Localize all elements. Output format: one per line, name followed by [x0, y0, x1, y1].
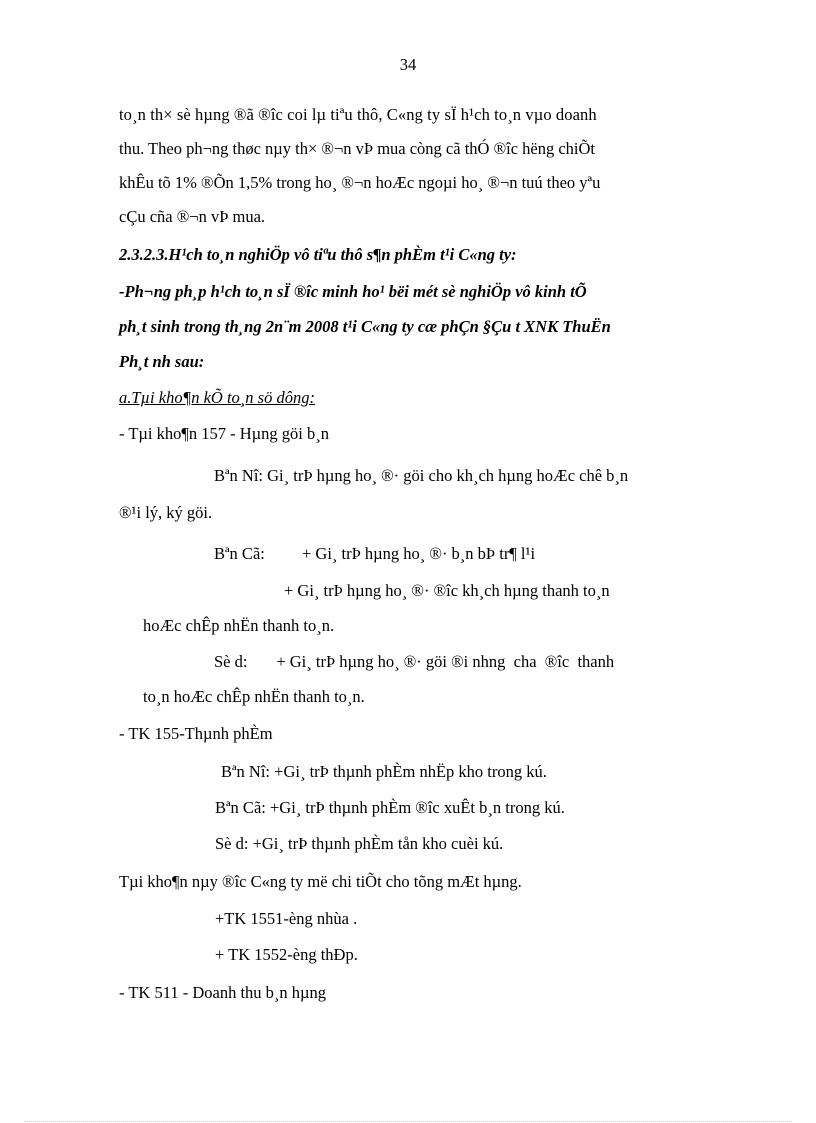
- page-number: 34: [399, 55, 417, 74]
- account-title: - TK 155-Thµnh phÈm: [119, 724, 273, 743]
- sub-account: + TK 1552-èng thÐp.: [215, 945, 358, 964]
- debit-line: Bªn Nî: Gi¸ trÞ hµng ho¸ ®· göi cho kh¸ch hµng hoÆc chê b¸n: [214, 466, 629, 485]
- intro-line: Ph¸t nh sau:: [119, 352, 205, 371]
- credit-line: + Gi¸ trÞ hµng ho¸ ®· ®îc kh¸ch hµng thanh to¸n: [284, 581, 610, 600]
- body-line: to¸n th× sè hµng ®ã ®îc coi lµ tiªu thô, C«ng ty sÏ h¹ch to¸n vµo doanh: [119, 105, 597, 124]
- body-line: khÊu tõ 1% ®Õn 1,5% trong ho¸ ®¬n hoÆc ngoµi ho¸ ®¬n tuú theo yªu: [119, 173, 601, 192]
- balance-line: to¸n hoÆc chÊp nhËn thanh to¸n.: [143, 687, 365, 706]
- sub-account: +TK 1551-èng nhùa .: [215, 909, 358, 928]
- debit-line: Bªn Nî: +Gi¸ trÞ thµnh phÈm nhËp kho trong kú.: [221, 762, 547, 781]
- account-title: - TK 511 - Doanh thu b¸n hµng: [119, 983, 327, 1002]
- body-line: Tµi kho¶n nµy ®îc C«ng ty më chi tiÕt cho tõng mÆt hµng.: [119, 872, 522, 891]
- balance-line: Sè d: +Gi¸ trÞ thµnh phÈm tån kho cuèi kú.: [215, 834, 504, 853]
- section-heading: 2.3.2.3.H¹ch to¸n nghiÖp vô tiªu thô s¶n phÈm t¹i C«ng ty:: [119, 245, 517, 264]
- body-line: thu. Theo ph¬ng thøc nµy th× ®¬n vÞ mua còng cã thÓ ®îc hëng chiÕt: [119, 139, 595, 158]
- subsection-heading: a.Tµi kho¶n kÕ to¸n sö dông:: [119, 388, 315, 407]
- intro-line: ph¸t sinh trong th¸ng 2n¨m 2008 t¹i C«ng ty cæ phÇn §Çu t XNK ThuËn: [119, 317, 611, 336]
- footer-rule: [24, 1121, 792, 1122]
- intro-line: -Ph¬ng ph¸p h¹ch to¸n sÏ ®îc minh ho¹ bëi mét sè nghiÖp vô kinh tÕ: [119, 282, 587, 301]
- body-line: cÇu cña ®¬n vÞ mua.: [119, 207, 266, 226]
- debit-line: ®¹i lý, ký göi.: [119, 503, 213, 522]
- account-title: - Tµi kho¶n 157 - Hµng göi b¸n: [119, 424, 329, 443]
- credit-line: hoÆc chÊp nhËn thanh to¸n.: [143, 616, 335, 635]
- credit-line: Bªn Cã: + Gi¸ trÞ hµng ho¸ ®· b¸n bÞ tr¶ l¹i: [214, 544, 536, 563]
- balance-line: Sè d: + Gi¸ trÞ hµng ho¸ ®· göi ®i nhng cha ®îc thanh: [214, 652, 615, 671]
- credit-line: Bªn Cã: +Gi¸ trÞ thµnh phÈm ®îc xuÊt b¸n trong kú.: [215, 798, 565, 817]
